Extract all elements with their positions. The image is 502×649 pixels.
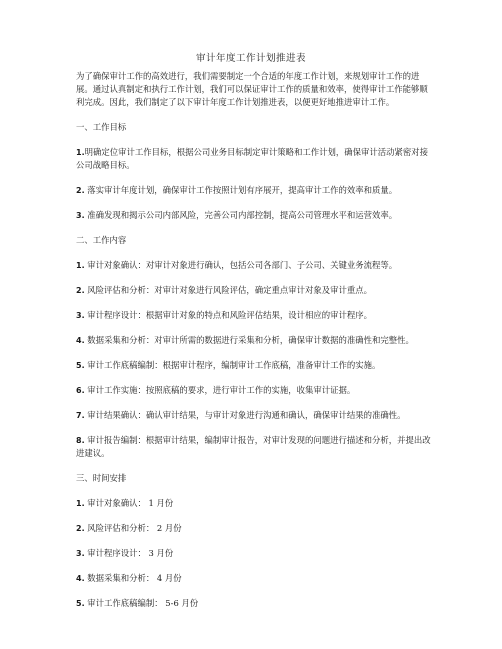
section-heading: 一、工作目标	[76, 122, 127, 132]
item-number: 7.	[76, 411, 85, 420]
item-text: 明确定位审计工作目标，根据公司业务目标制定审计策略和工作计划，确保审计活动紧密对接公司战略目标。	[76, 147, 428, 170]
item-text: 审计报告编制：根据审计结果，编制审计报告，对审计发现的问题进行描述和分析，并提出改进建议。	[76, 435, 431, 458]
list-item	[76, 309, 432, 322]
item-number: 5.	[76, 361, 85, 370]
list-item	[76, 597, 432, 610]
item-text: 审计工作实施：按照底稿的要求，进行审计工作的实施，收集审计证据。	[84, 385, 356, 395]
list-item	[76, 284, 432, 297]
item-text: 风险评估和分析： 2 月份	[84, 523, 182, 533]
item-text: 审计工作底稿编制：根据审计程序，编制审计工作底稿，准备审计工作的实施。	[84, 360, 381, 370]
item-text: 落实审计年度计划，确保审计工作按照计划有序展开，提高审计工作的效率和质量。	[84, 185, 398, 195]
section-content	[76, 234, 432, 460]
list-item	[76, 184, 432, 197]
list-item	[76, 359, 432, 372]
list-item	[76, 409, 432, 422]
item-number: 8.	[76, 436, 85, 445]
list-item	[76, 209, 432, 222]
item-text: 审计程序设计：根据审计对象的特点和风险评估结果，设计相应的审计程序。	[84, 310, 373, 320]
item-number: 5.	[76, 599, 85, 608]
item-number: 3.	[76, 549, 85, 558]
list-item	[76, 547, 432, 560]
list-item	[76, 334, 432, 347]
list-item	[76, 146, 432, 172]
item-text: 风险评估和分析：对审计对象进行风险评估，确定重点审计对象及审计重点。	[84, 285, 373, 295]
item-number: 2.	[76, 524, 85, 533]
section-schedule	[76, 472, 432, 610]
list-item	[76, 434, 432, 460]
item-number: 1.	[76, 148, 85, 157]
item-number: 2.	[76, 286, 85, 295]
item-number: 6.	[76, 386, 85, 395]
item-number: 3.	[76, 211, 85, 220]
list-item	[76, 259, 432, 272]
item-text: 数据采集和分析： 4 月份	[84, 573, 182, 583]
section-heading: 二、工作内容	[76, 235, 127, 245]
item-number: 1.	[76, 261, 85, 270]
section-heading: 三、时间安排	[76, 473, 127, 483]
list-item	[76, 384, 432, 397]
item-number: 4.	[76, 574, 85, 583]
item-text: 审计对象确认： 1 月份	[84, 498, 174, 508]
list-item	[76, 497, 432, 510]
item-number: 1.	[76, 499, 85, 508]
section-goals	[76, 121, 432, 222]
item-number: 3.	[76, 311, 85, 320]
item-number: 2.	[76, 186, 85, 195]
item-text: 审计程序设计： 3 月份	[84, 548, 174, 558]
item-number: 4.	[76, 336, 85, 345]
item-text: 数据采集和分析：对审计所需的数据进行采集和分析，确保审计数据的准确性和完整性。	[84, 335, 414, 345]
item-text: 审计结果确认：确认审计结果，与审计对象进行沟通和确认，确保审计结果的准确性。	[84, 410, 406, 420]
item-text: 审计对象确认：对审计对象进行确认，包括公司各部门、子公司、关键业务流程等。	[84, 260, 398, 270]
intro-paragraph: 为了确保审计工作的高效进行，我们需要制定一个合适的年度工作计划，来规划审计工作的进展。通过认真制定和执行工作计划，我们可以保证审计工作的质量和效率，使得审计工作能够顺利完成。因此，我们制定了以下审计年度工作计划推进表，以便更好地推进审计工作。	[76, 71, 428, 107]
item-text: 审计工作底稿编制： 5-6 月份	[84, 598, 199, 608]
document-body	[76, 70, 432, 622]
item-text: 准确发现和揭示公司内部风险，完善公司内部控制，提高公司管理水平和运营效率。	[84, 210, 398, 220]
document-title: 审计年度工作计划推进表	[195, 53, 306, 64]
list-item	[76, 522, 432, 535]
list-item	[76, 572, 432, 585]
